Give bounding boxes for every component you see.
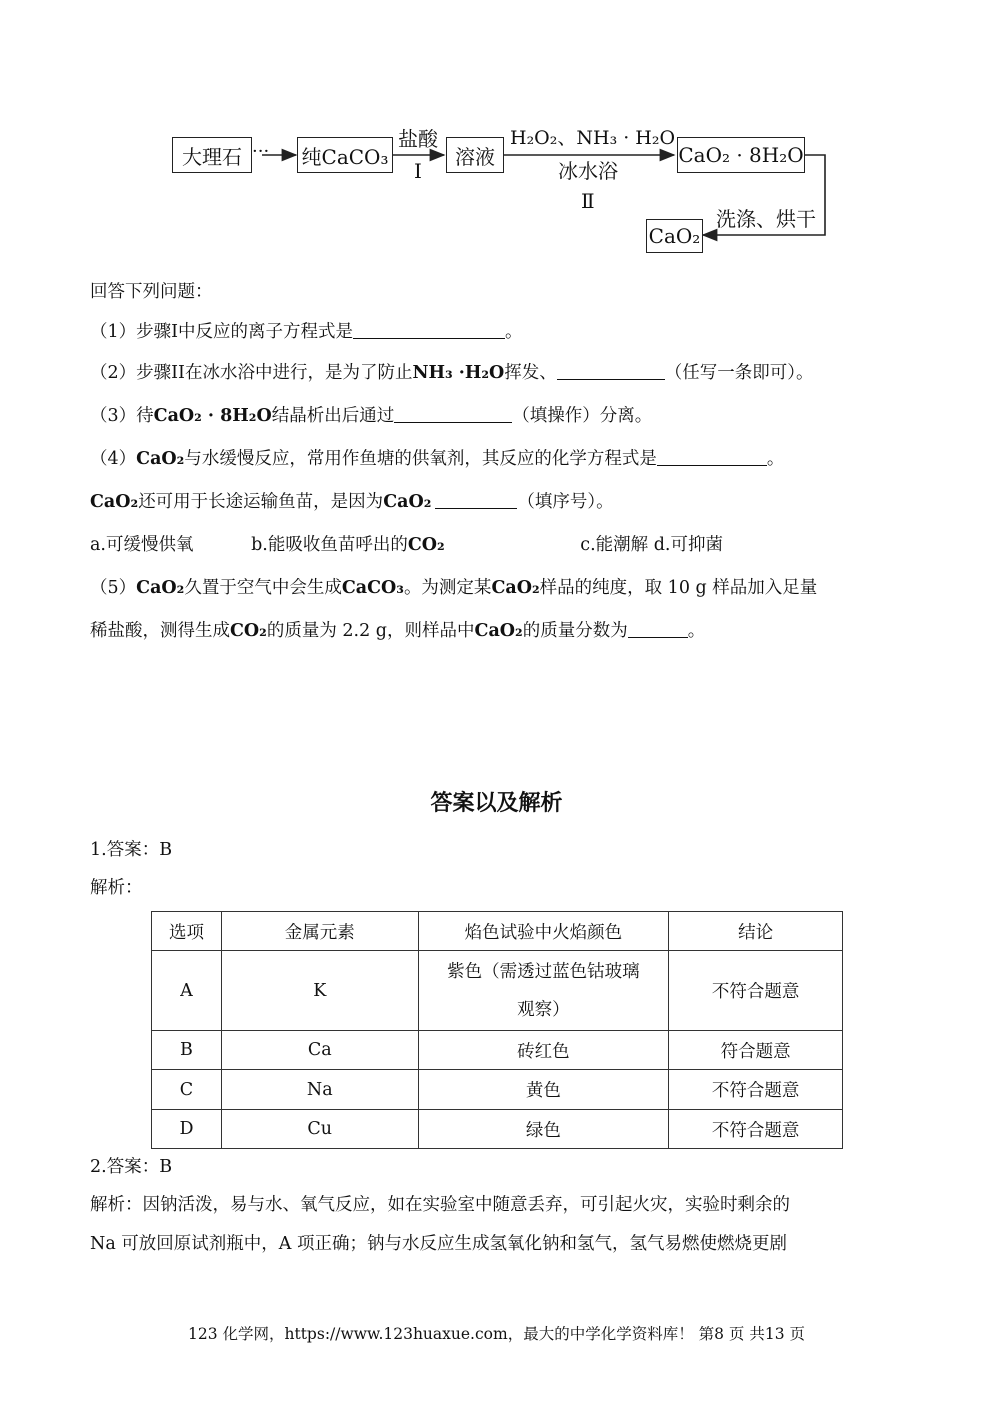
table-header: 结论 [669,912,843,951]
question-5-cont: 稀盐酸，测得生成CO₂的质量为 2.2 g，则样品中CaO₂的质量分数为 。 [90,621,706,641]
table-cell: 砖红色 [418,1031,669,1070]
flow-label-step1: I [414,159,422,183]
question-4-options [90,531,723,556]
table-row [152,1031,843,1070]
analysis-2-line-2: Na 可放回原试剂瓶中，A 项正确；钠与水反应生成氢氧化钠和氢气，氢气易燃使燃烧更剧 [90,1234,788,1254]
flow-label-reagents: H₂O₂、NH₃ · H₂O [510,127,676,149]
flow-label-step2: Ⅱ [581,189,595,213]
option-cd: c.能潮解 d.可抑菌 [580,535,723,555]
answer-blank-6 [628,619,688,638]
option-a: a.可缓慢供氧 [90,535,194,555]
table-header: 焰色试验中火焰颜色 [418,912,669,951]
table-cell: 不符合题意 [669,1110,843,1149]
answer-blank-3 [394,404,512,423]
question-2: （2）步骤II在冰水浴中进行，是为了防止NH₃ ·H₂O挥发、 （任写一条即可）。 [90,363,814,383]
table-cell: C [152,1070,222,1110]
analysis-2-line-1: 解析：因钠活泼，易与水、氧气反应，如在实验室中随意丢弃，可引起火灾，实验时剩余的 [90,1195,790,1215]
table-cell: A [152,951,222,1031]
flow-dots: ··· [252,141,270,162]
table-cell: 黄色 [418,1070,669,1110]
questions-intro: 回答下列问题： [90,282,213,302]
answer-blank-4 [657,447,767,466]
table-cell: 紫色（需透过蓝色钴玻璃 观察） [418,951,669,1031]
question-1: （1）步骤I中反应的离子方程式是 。 [90,322,523,342]
table-cell: Cu [221,1110,418,1149]
flow-box-pure-caco3: 纯CaCO₃ [297,137,393,173]
flow-label-hcl: 盐酸 [398,127,438,151]
table-cell: B [152,1031,222,1070]
flow-box-cao2: CaO₂ [646,219,703,253]
question-4-cont: CaO₂还可用于长途运输鱼苗，是因为CaO₂ （填序号）。 [90,492,614,512]
table-cell: Ca [221,1031,418,1070]
answer-blank-2 [557,361,665,380]
question-5: （5）CaO₂久置于空气中会生成CaCO₃。为测定某CaO₂样品的纯度，取 10 g 样品加入足量 [90,578,818,598]
answer-blank-5 [435,490,517,509]
table-row [152,1070,843,1110]
process-flow-diagram [150,115,850,265]
answers-title: 答案以及解析 [430,790,563,816]
table-cell: 符合题意 [669,1031,843,1070]
table-cell: 不符合题意 [669,951,843,1031]
table-header-row [152,912,843,951]
table-cell: 绿色 [418,1110,669,1149]
question-4: （4）CaO₂与水缓慢反应，常用作鱼塘的供氧剂，其反应的化学方程式是 。 [90,449,785,469]
answer-2: 2.答案：B [90,1157,173,1177]
table-header: 金属元素 [221,912,418,951]
table-cell: K [221,951,418,1031]
flow-label-ice-bath: 冰水浴 [558,159,618,183]
table-cell: Na [221,1070,418,1110]
answer-1: 1.答案：B [90,840,173,860]
table-header: 选项 [152,912,222,951]
flow-label-wash-dry: 洗涤、烘干 [716,207,816,231]
analysis-1-label: 解析： [90,878,143,898]
flame-test-table [151,911,843,1149]
table-row [152,951,843,1031]
table-cell: D [152,1110,222,1149]
flow-box-marble: 大理石 [172,137,252,173]
flow-box-cao2-8h2o: CaO₂ · 8H₂O [677,137,805,173]
table-cell: 不符合题意 [669,1070,843,1110]
question-3: （3）待CaO₂ · 8H₂O结晶析出后通过 （填操作）分离。 [90,406,653,426]
option-b: b.能吸收鱼苗呼出的CO₂ [251,535,445,555]
table-row [152,1110,843,1149]
flow-box-solution: 溶液 [446,137,504,173]
page-footer: 123 化学网，https://www.123huaxue.com，最大的中学化学资料库！ 第8 页 共13 页 [187,1325,805,1343]
answer-blank-1 [353,320,505,339]
